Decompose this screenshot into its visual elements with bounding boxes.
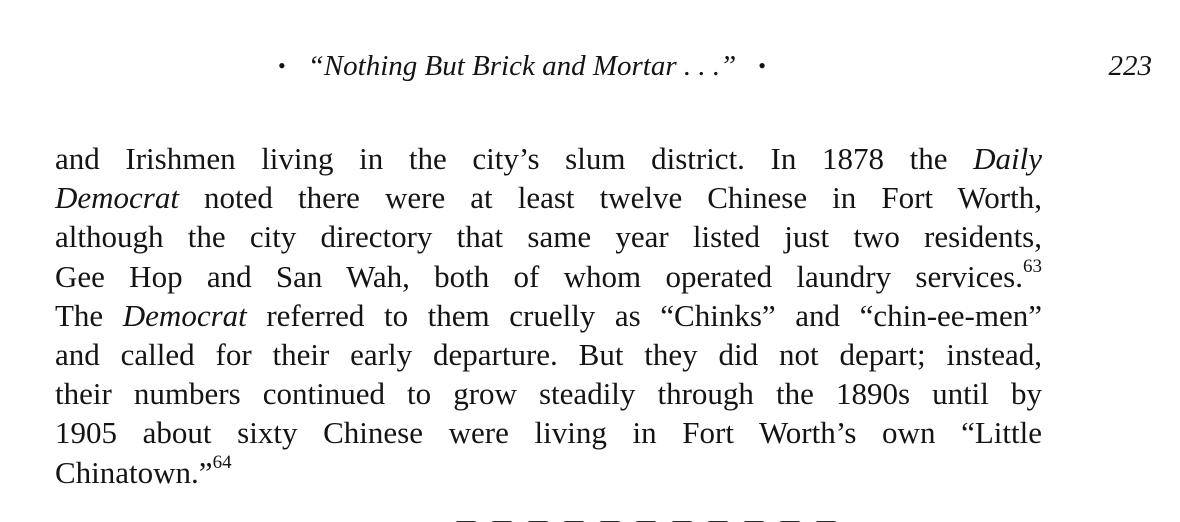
text-run: noted there were at least twelve Chinese in Fort Worth, xyxy=(178,180,1042,216)
text-line xyxy=(55,296,1042,335)
running-head-title-group xyxy=(278,44,788,90)
text-run: 1905 about sixty Chinese were living in Fort Worth’s own “Little xyxy=(55,415,1042,451)
cropped-next-line xyxy=(455,514,885,522)
text-run: referred to them cruelly as “Chinks” and “chin-ee-men” xyxy=(246,297,1042,333)
text-run: Gee Hop and San Wah, both of whom operated laundry services. xyxy=(55,258,1023,294)
text-line xyxy=(55,217,1042,256)
italic-text: Democrat xyxy=(122,297,247,333)
body-paragraph xyxy=(55,139,1042,492)
footnote-marker: 63 xyxy=(1023,256,1042,278)
running-head-title: “Nothing But Brick and Mortar . . .” xyxy=(307,50,737,82)
bullet-left: • xyxy=(278,53,286,79)
text-run: their numbers continued to grow steadily through the 1890s until by xyxy=(55,376,1042,412)
text-line xyxy=(55,374,1042,413)
footnote-marker: 64 xyxy=(212,452,232,474)
text-line xyxy=(55,413,1042,452)
page-number: 223 xyxy=(1108,50,1152,82)
text-line xyxy=(55,178,1042,217)
text-run: The xyxy=(55,297,123,333)
bullet-right: • xyxy=(758,53,766,79)
text-line xyxy=(55,335,1042,374)
text-run: and called for their early departure. But they did not depart; instead, xyxy=(55,336,1042,372)
running-head xyxy=(0,44,1180,88)
text-line xyxy=(55,139,1042,178)
italic-text: Daily xyxy=(973,141,1042,176)
text-line xyxy=(55,453,1042,492)
italic-text: Democrat xyxy=(55,180,179,216)
text-line xyxy=(55,257,1042,296)
text-run: Chinatown.” xyxy=(55,454,213,490)
text-run: although the city directory that same year listed just two residents, xyxy=(55,219,1042,255)
text-run: and Irishmen living in the city’s slum district. In 1878 the xyxy=(55,141,974,176)
